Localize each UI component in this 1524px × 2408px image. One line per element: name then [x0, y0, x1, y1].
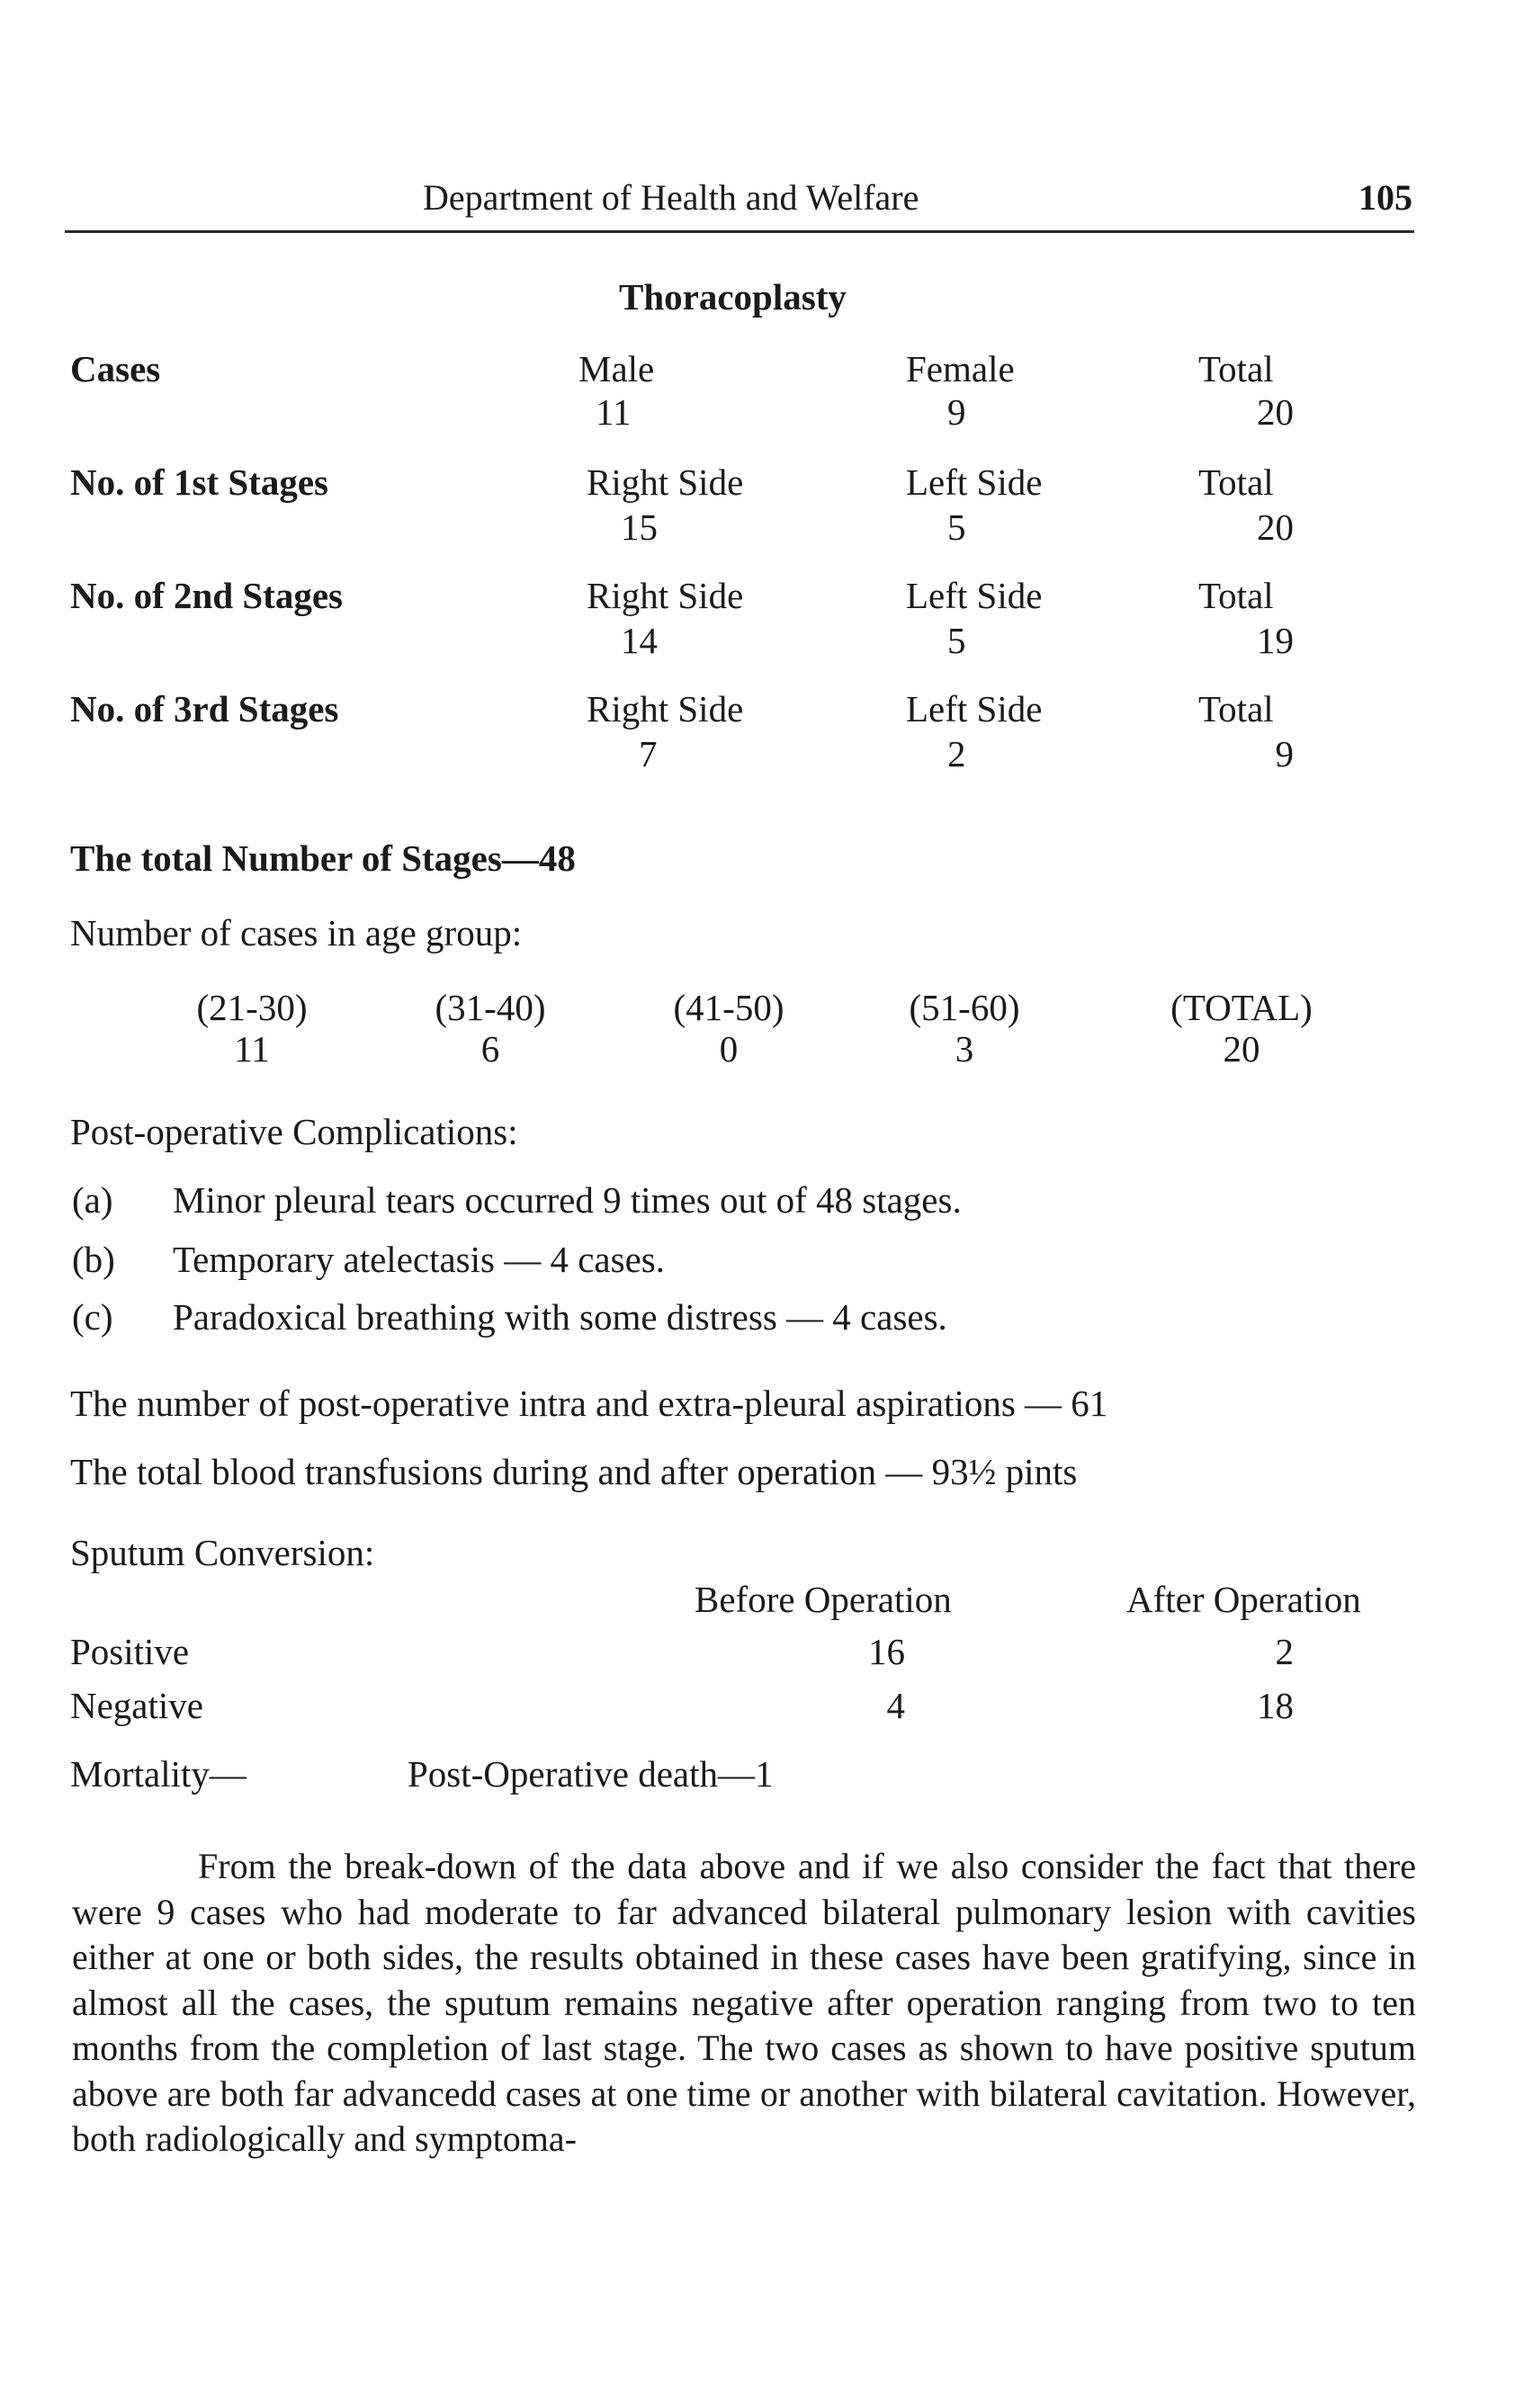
list-marker: (a) — [72, 1179, 113, 1221]
col3-value: 20 — [1257, 506, 1294, 548]
col3-label: Total — [1198, 348, 1274, 389]
col3-value: 19 — [1257, 620, 1294, 661]
col1-value: 7 — [639, 733, 658, 774]
col2-value: 5 — [947, 620, 966, 661]
col2-label: Female — [906, 348, 1015, 389]
complications-label: Post-operative Complications: — [70, 1111, 518, 1152]
age-value: 0 — [719, 1028, 739, 1070]
col-before-header: Before Operation — [695, 1579, 952, 1620]
age-header: (31-40) — [435, 987, 546, 1028]
age-value: 11 — [234, 1028, 270, 1070]
col1-label: Right Side — [587, 575, 744, 616]
col1-label: Right Side — [587, 688, 744, 730]
aspirations-line: The number of post-operative intra and extra-pleural aspirations — 61 — [70, 1383, 1108, 1424]
total-stages-line: The total Number of Stages—48 — [70, 837, 576, 879]
age-header: (51-60) — [909, 987, 1020, 1028]
list-marker: (b) — [72, 1239, 115, 1280]
col1-label: Male — [578, 348, 655, 389]
body-paragraph: From the break-down of the data above and if we also consider the fact that there were 9 cases who had moderate to far advanced bilateral pulmonary lesion with cavities either at one or both sides, the results obtained in these cases have been gratifying, since in almost all the cases, the sputum remains negative after operation ranging from two to ten months from the completion of last stage. The two cases as shown to have positive sputum above are both far advancedd cases at one time or another with bilateral cavitation. However, both radiologically and symptoma- — [72, 1846, 1416, 2159]
row-label: No. of 3rd Stages — [70, 688, 339, 730]
col1-label: Right Side — [587, 461, 744, 503]
list-marker: (c) — [72, 1296, 113, 1338]
list-text: Minor pleural tears occurred 9 times out of 48 stages. — [173, 1179, 962, 1221]
page-number: 105 — [1358, 177, 1412, 218]
col3-label: Total — [1198, 575, 1274, 616]
list-text: Paradoxical breathing with some distress — 4 cases. — [173, 1296, 947, 1338]
age-header: (TOTAL) — [1170, 987, 1313, 1028]
row-label: Positive — [70, 1631, 190, 1672]
col1-value: 11 — [596, 391, 632, 433]
col1-value: 14 — [621, 620, 658, 661]
col1-value: 15 — [621, 506, 658, 548]
col2-label: Left Side — [906, 461, 1043, 503]
sputum-label: Sputum Conversion: — [70, 1532, 375, 1573]
header-rule — [65, 230, 1414, 233]
mortality-value: Post-Operative death—1 — [408, 1753, 774, 1795]
age-header: (21-30) — [196, 987, 308, 1028]
col3-value: 9 — [1275, 733, 1294, 774]
before-value: 4 — [886, 1685, 905, 1726]
col-after-header: After Operation — [1126, 1579, 1361, 1620]
col2-label: Left Side — [906, 575, 1043, 616]
col3-label: Total — [1198, 688, 1274, 730]
list-text: Temporary atelectasis — 4 cases. — [173, 1239, 665, 1280]
col2-label: Left Side — [906, 688, 1043, 730]
mortality-label: Mortality— — [70, 1753, 247, 1795]
transfusions-line: The total blood transfusions during and after operation — 93½ pints — [70, 1451, 1078, 1492]
col2-value: 2 — [947, 733, 966, 774]
col3-label: Total — [1198, 461, 1274, 503]
row-label: No. of 2nd Stages — [70, 575, 343, 616]
after-value: 18 — [1257, 1685, 1294, 1726]
col2-value: 9 — [947, 391, 966, 433]
age-value: 6 — [480, 1028, 500, 1070]
before-value: 16 — [868, 1631, 905, 1672]
col3-value: 20 — [1257, 391, 1294, 433]
age-header: (41-50) — [673, 987, 784, 1028]
row-label: Cases — [70, 348, 161, 389]
age-value: 3 — [955, 1028, 974, 1070]
age-group-label: Number of cases in age group: — [70, 912, 523, 953]
col2-value: 5 — [947, 506, 966, 548]
row-label: Negative — [70, 1685, 203, 1726]
row-label: No. of 1st Stages — [70, 461, 328, 503]
after-value: 2 — [1275, 1631, 1294, 1672]
section-title: Thoracoplasty — [619, 276, 847, 318]
age-value: 20 — [1223, 1028, 1260, 1070]
running-header-title: Department of Health and Welfare — [423, 177, 919, 218]
